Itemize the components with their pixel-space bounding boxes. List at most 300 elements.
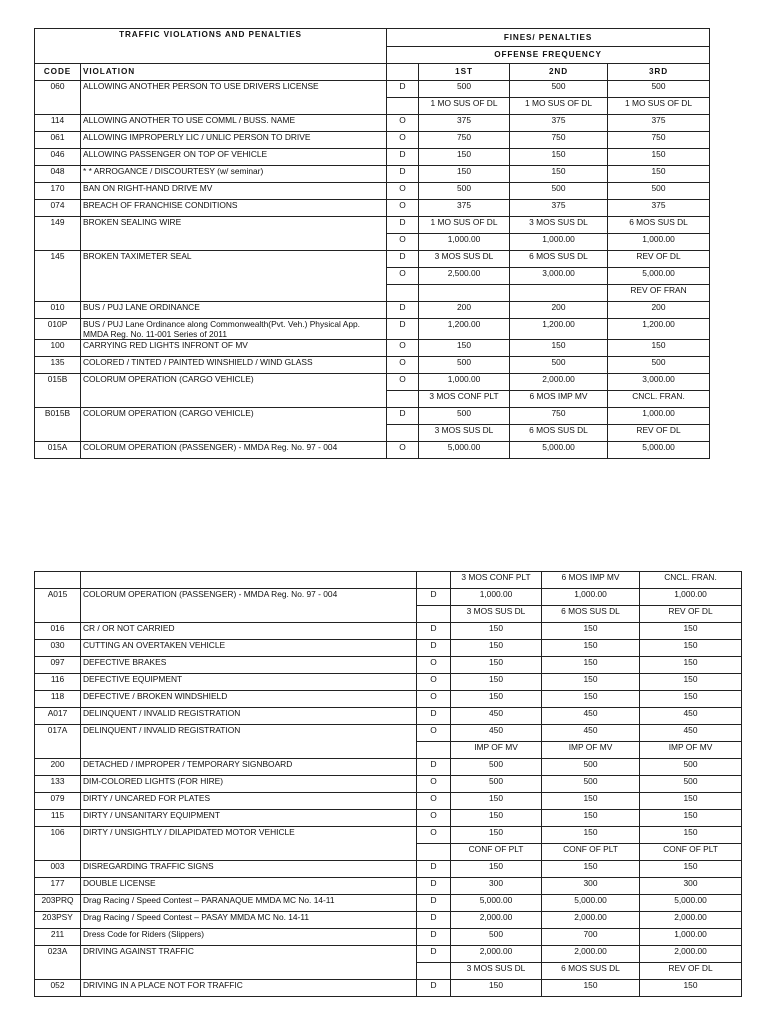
violation-type: D: [417, 878, 451, 895]
second-offense-penalty: 300: [542, 878, 640, 895]
violation-name: BROKEN TAXIMETER SEAL: [81, 251, 387, 302]
violation-code: B015B: [35, 408, 81, 442]
second-offense-penalty: 6 MOS IMP MV: [542, 572, 640, 589]
table-row: [35, 623, 742, 640]
violation-name: DELINQUENT / INVALID REGISTRATION: [81, 708, 417, 725]
violation-name: COLORUM OPERATION (PASSENGER) - MMDA Reg. No. 97 - 004: [81, 589, 417, 623]
third-offense-penalty: 500: [608, 357, 710, 374]
first-offense-penalty: 2,500.00: [419, 268, 510, 285]
first-offense-penalty: 200: [419, 302, 510, 319]
violation-type: D: [387, 408, 419, 425]
table-row: [35, 674, 742, 691]
table-row: [35, 827, 742, 844]
second-offense-penalty: 150: [542, 861, 640, 878]
third-offense-penalty: 500: [640, 759, 742, 776]
first-offense-penalty: 300: [451, 878, 542, 895]
first-offense-penalty: 1,000.00: [451, 589, 542, 606]
first-offense-penalty: 3 MOS SUS DL: [419, 425, 510, 442]
third-offense-penalty: CONF OF PLT: [640, 844, 742, 861]
third-offense-penalty: CNCL. FRAN.: [608, 391, 710, 408]
second-offense-penalty: 200: [510, 302, 608, 319]
table-title: TRAFFIC VIOLATIONS AND PENALTIES: [35, 29, 387, 64]
violation-name: DEFECTIVE / BROKEN WINDSHIELD: [81, 691, 417, 708]
violation-name: DIRTY / UNSANITARY EQUIPMENT: [81, 810, 417, 827]
second-offense-penalty: 5,000.00: [542, 895, 640, 912]
first-offense-penalty: 150: [451, 980, 542, 997]
violation-name: BAN ON RIGHT-HAND DRIVE MV: [81, 183, 387, 200]
second-offense-penalty: 150: [542, 980, 640, 997]
table-row: [35, 132, 710, 149]
third-offense-penalty: 500: [608, 81, 710, 98]
second-offense-penalty: 375: [510, 115, 608, 132]
first-offense-penalty: 2,000.00: [451, 912, 542, 929]
first-offense-penalty: 5,000.00: [451, 895, 542, 912]
violation-type: O: [417, 810, 451, 827]
violation-code: 200: [35, 759, 81, 776]
violation-type: D: [387, 166, 419, 183]
violation-type: O: [387, 115, 419, 132]
violation-type: D: [417, 861, 451, 878]
violation-code: 106: [35, 827, 81, 861]
first-offense-penalty: 500: [419, 183, 510, 200]
third-offense-penalty: 150: [640, 827, 742, 844]
violation-name: BROKEN SEALING WIRE: [81, 217, 387, 251]
third-offense-penalty: 200: [608, 302, 710, 319]
first-offense-penalty: 450: [451, 725, 542, 742]
first-offense-penalty: [419, 285, 510, 302]
violation-type: D: [417, 759, 451, 776]
violation-type: D: [387, 302, 419, 319]
first-offense-penalty: 3 MOS CONF PLT: [419, 391, 510, 408]
first-offense-penalty: 150: [451, 674, 542, 691]
violation-type: O: [417, 827, 451, 844]
violation-name: [81, 572, 417, 589]
violation-code: 149: [35, 217, 81, 251]
violation-type: O: [417, 657, 451, 674]
second-offense-penalty: 150: [542, 640, 640, 657]
violation-code: 145: [35, 251, 81, 302]
violation-code: 135: [35, 357, 81, 374]
first-offense-penalty: 500: [451, 759, 542, 776]
table-row: [35, 442, 710, 459]
third-offense-penalty: 750: [608, 132, 710, 149]
violation-type: [417, 844, 451, 861]
table-row: [35, 183, 710, 200]
violation-code: 170: [35, 183, 81, 200]
third-offense-penalty: REV OF DL: [640, 606, 742, 623]
first-offense-penalty: 1 MO SUS OF DL: [419, 217, 510, 234]
violation-name: BUS / PUJ Lane Ordinance along Commonwealth(Pvt. Veh.) Physical App. MMDA Reg. No. 11-001 Series of 2011: [81, 319, 387, 340]
violation-code: 023A: [35, 946, 81, 980]
table-row: [35, 572, 742, 589]
violation-name: DEFECTIVE BRAKES: [81, 657, 417, 674]
first-offense-penalty: 150: [419, 149, 510, 166]
third-offense-penalty: 300: [640, 878, 742, 895]
violation-type: [417, 572, 451, 589]
third-offense-penalty: 1,000.00: [640, 589, 742, 606]
third-offense-penalty: 500: [640, 776, 742, 793]
table-row: [35, 861, 742, 878]
second-offense-penalty: 700: [542, 929, 640, 946]
violation-type: O: [387, 200, 419, 217]
violation-name: ALLOWING ANOTHER PERSON TO USE DRIVERS LICENSE: [81, 81, 387, 115]
violation-type: [387, 285, 419, 302]
violation-type: D: [417, 640, 451, 657]
violation-name: DELINQUENT / INVALID REGISTRATION: [81, 725, 417, 759]
violation-type: O: [417, 776, 451, 793]
first-offense-penalty: 150: [451, 657, 542, 674]
second-offense-penalty: 750: [510, 408, 608, 425]
violation-code: 118: [35, 691, 81, 708]
table-row: [35, 319, 710, 340]
third-offense-penalty: CNCL. FRAN.: [640, 572, 742, 589]
third-offense-penalty: 450: [640, 708, 742, 725]
third-offense-penalty: REV OF DL: [640, 963, 742, 980]
first-offense-penalty: 150: [451, 691, 542, 708]
second-offense-penalty: CONF OF PLT: [542, 844, 640, 861]
first-offense-penalty: CONF OF PLT: [451, 844, 542, 861]
violation-code: 017A: [35, 725, 81, 759]
table-row: [35, 912, 742, 929]
second-offense-penalty: 2,000.00: [542, 946, 640, 963]
first-offense-penalty: 500: [419, 357, 510, 374]
third-offense-penalty: 150: [608, 166, 710, 183]
third-offense-penalty: 1,000.00: [608, 408, 710, 425]
third-offense-penalty: 1,000.00: [608, 234, 710, 251]
violation-code: 015A: [35, 442, 81, 459]
second-offense-penalty: 6 MOS SUS DL: [510, 425, 608, 442]
violation-type: D: [417, 980, 451, 997]
violation-code: 097: [35, 657, 81, 674]
violation-name: COLORUM OPERATION (CARGO VEHICLE): [81, 408, 387, 442]
first-offense-penalty: 1,000.00: [419, 374, 510, 391]
violation-code: 100: [35, 340, 81, 357]
table-row: [35, 251, 710, 268]
third-offense-penalty: 150: [640, 657, 742, 674]
second-offense-penalty: 150: [542, 674, 640, 691]
second-offense-penalty: 150: [542, 657, 640, 674]
third-offense-penalty: 5,000.00: [608, 268, 710, 285]
second-offense-penalty: 1 MO SUS OF DL: [510, 98, 608, 115]
violation-code: 052: [35, 980, 81, 997]
violation-name: CUTTING AN OVERTAKEN VEHICLE: [81, 640, 417, 657]
third-offense-penalty: 1 MO SUS OF DL: [608, 98, 710, 115]
violation-code: 010P: [35, 319, 81, 340]
violation-name: ALLOWING IMPROPERLY LIC / UNLIC PERSON TO DRIVE: [81, 132, 387, 149]
second-offense-penalty: 2,000.00: [542, 912, 640, 929]
first-offense-penalty: 1 MO SUS OF DL: [419, 98, 510, 115]
type-header: [387, 64, 419, 81]
first-offense-penalty: 150: [451, 810, 542, 827]
violation-type: D: [387, 319, 419, 340]
second-offense-penalty: 150: [510, 340, 608, 357]
violation-type: O: [387, 183, 419, 200]
violation-code: A015: [35, 589, 81, 623]
table-row: [35, 878, 742, 895]
second-offense-penalty: 5,000.00: [510, 442, 608, 459]
violation-code: 203PSY: [35, 912, 81, 929]
table-row: [35, 929, 742, 946]
violation-type: D: [417, 946, 451, 963]
violation-type: [417, 742, 451, 759]
violation-name: DOUBLE LICENSE: [81, 878, 417, 895]
violation-type: O: [387, 132, 419, 149]
table-row: [35, 776, 742, 793]
third-offense-penalty: 375: [608, 200, 710, 217]
violation-name: COLORED / TINTED / PAINTED WINSHIELD / WIND GLASS: [81, 357, 387, 374]
second-offense-penalty: 500: [542, 759, 640, 776]
table-row: [35, 691, 742, 708]
violation-type: O: [387, 234, 419, 251]
third-offense-penalty: 150: [640, 980, 742, 997]
violation-code: 114: [35, 115, 81, 132]
violation-name: * * ARROGANCE / DISCOURTESY (w/ seminar): [81, 166, 387, 183]
third-offense-penalty: 150: [640, 640, 742, 657]
violation-type: [387, 391, 419, 408]
third-offense-penalty: 375: [608, 115, 710, 132]
second-offense-penalty: 1,000.00: [510, 234, 608, 251]
second-offense-header: 2ND: [510, 64, 608, 81]
violation-name: Drag Racing / Speed Contest – PARANAQUE MMDA MC No. 14-11: [81, 895, 417, 912]
first-offense-penalty: 150: [419, 340, 510, 357]
violation-type: [417, 963, 451, 980]
second-offense-penalty: 3,000.00: [510, 268, 608, 285]
violation-type: D: [417, 895, 451, 912]
code-header: CODE: [35, 64, 81, 81]
second-offense-penalty: 2,000.00: [510, 374, 608, 391]
violation-type: O: [387, 374, 419, 391]
violation-code: 048: [35, 166, 81, 183]
violation-code: 079: [35, 793, 81, 810]
violation-type: D: [387, 251, 419, 268]
second-offense-penalty: 500: [510, 81, 608, 98]
third-offense-penalty: 1,000.00: [640, 929, 742, 946]
first-offense-penalty: 1,000.00: [419, 234, 510, 251]
third-offense-penalty: 500: [608, 183, 710, 200]
violation-name: COLORUM OPERATION (CARGO VEHICLE): [81, 374, 387, 408]
second-offense-penalty: 150: [510, 166, 608, 183]
first-offense-penalty: 3 MOS CONF PLT: [451, 572, 542, 589]
second-offense-penalty: 375: [510, 200, 608, 217]
third-offense-penalty: 150: [640, 674, 742, 691]
violation-type: D: [417, 589, 451, 606]
second-offense-penalty: 6 MOS IMP MV: [510, 391, 608, 408]
violation-name: DRIVING AGAINST TRAFFIC: [81, 946, 417, 980]
violation-code: 211: [35, 929, 81, 946]
violation-type: D: [417, 708, 451, 725]
first-offense-penalty: 5,000.00: [419, 442, 510, 459]
violation-type: D: [387, 149, 419, 166]
violation-type: O: [387, 442, 419, 459]
violation-type: [417, 606, 451, 623]
second-offense-penalty: 3 MOS SUS DL: [510, 217, 608, 234]
first-offense-penalty: IMP OF MV: [451, 742, 542, 759]
violation-code: 074: [35, 200, 81, 217]
first-offense-penalty: 3 MOS SUS DL: [419, 251, 510, 268]
first-offense-penalty: 150: [451, 623, 542, 640]
table-row: [35, 374, 710, 391]
violation-code: 133: [35, 776, 81, 793]
table-row: [35, 725, 742, 742]
first-offense-penalty: 500: [451, 929, 542, 946]
first-offense-penalty: 3 MOS SUS DL: [451, 963, 542, 980]
violation-code: 203PRQ: [35, 895, 81, 912]
table-row: [35, 793, 742, 810]
offense-frequency-header: OFFENSE FREQUENCY: [387, 47, 710, 64]
table-row: [35, 302, 710, 319]
violation-header: VIOLATION: [81, 64, 387, 81]
second-offense-penalty: [510, 285, 608, 302]
second-offense-penalty: 150: [542, 793, 640, 810]
violation-name: DRIVING IN A PLACE NOT FOR TRAFFIC: [81, 980, 417, 997]
violation-code: 177: [35, 878, 81, 895]
second-offense-penalty: 150: [542, 623, 640, 640]
table-row: [35, 166, 710, 183]
first-offense-penalty: 375: [419, 115, 510, 132]
violation-type: O: [387, 340, 419, 357]
table-row: [35, 657, 742, 674]
violation-code: 003: [35, 861, 81, 878]
violations-table-1: [34, 28, 710, 459]
first-offense-penalty: 150: [451, 827, 542, 844]
first-offense-penalty: 450: [451, 708, 542, 725]
violation-name: Drag Racing / Speed Contest – PASAY MMDA MC No. 14-11: [81, 912, 417, 929]
violations-table-2: [34, 571, 742, 997]
first-offense-penalty: 500: [419, 408, 510, 425]
second-offense-penalty: 500: [510, 357, 608, 374]
first-offense-penalty: 1,200.00: [419, 319, 510, 340]
third-offense-penalty: 150: [640, 623, 742, 640]
table-row: [35, 217, 710, 234]
violation-code: 016: [35, 623, 81, 640]
third-offense-penalty: 6 MOS SUS DL: [608, 217, 710, 234]
table-row: [35, 408, 710, 425]
third-offense-penalty: 5,000.00: [640, 895, 742, 912]
first-offense-penalty: 150: [451, 640, 542, 657]
table-row: [35, 589, 742, 606]
second-offense-penalty: 1,200.00: [510, 319, 608, 340]
second-offense-penalty: 1,000.00: [542, 589, 640, 606]
violation-type: O: [417, 793, 451, 810]
second-offense-penalty: 6 MOS SUS DL: [542, 963, 640, 980]
second-offense-penalty: 150: [510, 149, 608, 166]
table-row: [35, 895, 742, 912]
violation-code: 010: [35, 302, 81, 319]
third-offense-penalty: 3,000.00: [608, 374, 710, 391]
violation-name: DISREGARDING TRAFFIC SIGNS: [81, 861, 417, 878]
second-offense-penalty: 750: [510, 132, 608, 149]
violation-name: ALLOWING ANOTHER TO USE COMML / BUSS. NAME: [81, 115, 387, 132]
third-offense-penalty: 1,200.00: [608, 319, 710, 340]
table-row: [35, 81, 710, 98]
violation-name: COLORUM OPERATION (PASSENGER) - MMDA Reg. No. 97 - 004: [81, 442, 387, 459]
violation-type: D: [417, 623, 451, 640]
table-row: [35, 810, 742, 827]
violation-code: 015B: [35, 374, 81, 408]
violation-name: DIRTY / UNSIGHTLY / DILAPIDATED MOTOR VEHICLE: [81, 827, 417, 861]
violation-type: O: [417, 725, 451, 742]
violation-name: DEFECTIVE EQUIPMENT: [81, 674, 417, 691]
second-offense-penalty: 450: [542, 708, 640, 725]
table-row: [35, 946, 742, 963]
violation-name: ALLOWING PASSENGER ON TOP OF VEHICLE: [81, 149, 387, 166]
violation-type: D: [417, 929, 451, 946]
violation-name: DIRTY / UNCARED FOR PLATES: [81, 793, 417, 810]
table-row: [35, 149, 710, 166]
table-row: [35, 115, 710, 132]
third-offense-penalty: 2,000.00: [640, 912, 742, 929]
violation-type: O: [387, 357, 419, 374]
first-offense-penalty: 750: [419, 132, 510, 149]
first-offense-penalty: 150: [451, 861, 542, 878]
second-offense-penalty: 6 MOS SUS DL: [542, 606, 640, 623]
violation-code: 115: [35, 810, 81, 827]
violation-name: DIM-COLORED LIGHTS (FOR HIRE): [81, 776, 417, 793]
table-row: [35, 640, 742, 657]
first-offense-penalty: 3 MOS SUS DL: [451, 606, 542, 623]
third-offense-penalty: 150: [608, 340, 710, 357]
table-row: [35, 759, 742, 776]
violation-name: BREACH OF FRANCHISE CONDITIONS: [81, 200, 387, 217]
table-row: [35, 200, 710, 217]
table-row: [35, 980, 742, 997]
violation-type: O: [387, 268, 419, 285]
violation-name: CR / OR NOT CARRIED: [81, 623, 417, 640]
table-row: [35, 357, 710, 374]
third-offense-penalty: 150: [640, 793, 742, 810]
violation-code: 116: [35, 674, 81, 691]
second-offense-penalty: 150: [542, 691, 640, 708]
violation-code: 046: [35, 149, 81, 166]
second-offense-penalty: 6 MOS SUS DL: [510, 251, 608, 268]
violation-type: D: [417, 912, 451, 929]
violation-type: D: [387, 217, 419, 234]
violation-type: O: [417, 691, 451, 708]
third-offense-penalty: 450: [640, 725, 742, 742]
third-offense-penalty: REV OF FRAN: [608, 285, 710, 302]
second-offense-penalty: 500: [542, 776, 640, 793]
violation-type: [387, 98, 419, 115]
first-offense-header: 1ST: [419, 64, 510, 81]
second-offense-penalty: 450: [542, 725, 640, 742]
third-offense-penalty: REV OF DL: [608, 425, 710, 442]
fines-header: FINES/ PENALTIES: [387, 29, 710, 47]
third-offense-penalty: 150: [640, 810, 742, 827]
first-offense-penalty: 500: [451, 776, 542, 793]
third-offense-penalty: 150: [640, 691, 742, 708]
second-offense-penalty: IMP OF MV: [542, 742, 640, 759]
second-offense-penalty: 150: [542, 827, 640, 844]
violation-code: [35, 572, 81, 589]
third-offense-penalty: 2,000.00: [640, 946, 742, 963]
second-offense-penalty: 500: [510, 183, 608, 200]
third-offense-header: 3RD: [608, 64, 710, 81]
table-row: [35, 340, 710, 357]
third-offense-penalty: 5,000.00: [608, 442, 710, 459]
violation-code: A017: [35, 708, 81, 725]
violation-name: BUS / PUJ LANE ORDINANCE: [81, 302, 387, 319]
third-offense-penalty: IMP OF MV: [640, 742, 742, 759]
violation-type: D: [387, 81, 419, 98]
violation-name: DETACHED / IMPROPER / TEMPORARY SIGNBOARD: [81, 759, 417, 776]
violation-code: 061: [35, 132, 81, 149]
violation-type: [387, 425, 419, 442]
first-offense-penalty: 375: [419, 200, 510, 217]
first-offense-penalty: 150: [451, 793, 542, 810]
violation-code: 060: [35, 81, 81, 115]
second-offense-penalty: 150: [542, 810, 640, 827]
violation-code: 030: [35, 640, 81, 657]
